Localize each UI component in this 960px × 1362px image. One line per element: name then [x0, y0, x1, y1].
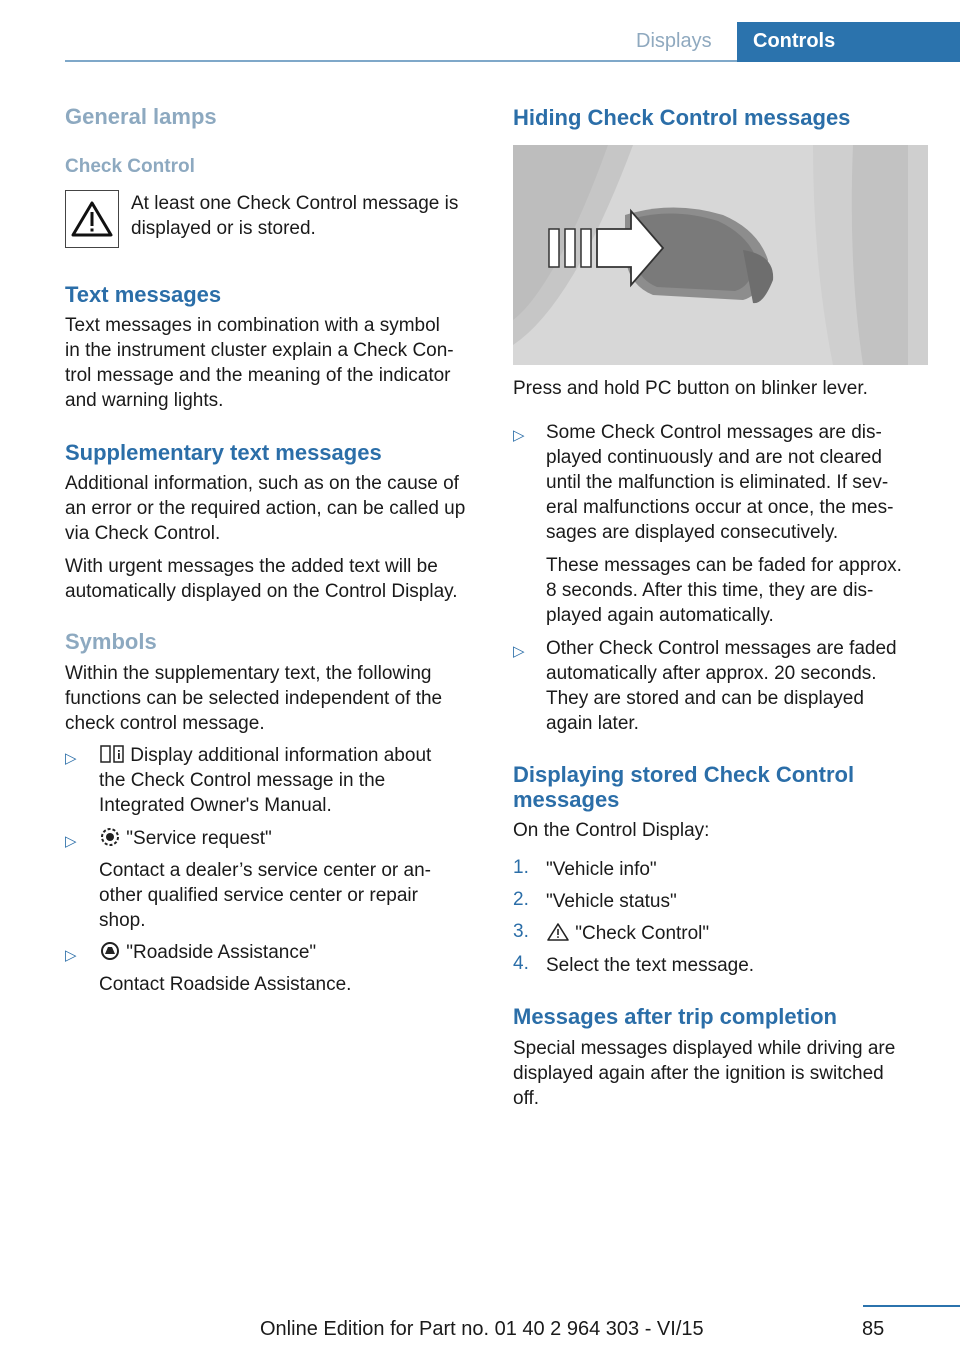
hiding-heading: Hiding Check Control messages: [513, 105, 851, 130]
list-item: [99, 826, 272, 851]
step-number: 1.: [513, 857, 529, 878]
text-line: Additional information, such as on the cause of: [65, 473, 459, 494]
text-line: Text messages in combination with a symbol: [65, 315, 440, 336]
text-line: These messages can be faded for approx.: [546, 555, 902, 576]
press-hold-text: Press and hold PC button on blinker lever.: [513, 378, 868, 399]
text-line: automatically after approx. 20 seconds.: [546, 663, 877, 684]
text-line: With urgent messages the added text will be: [65, 556, 438, 577]
roadside-assistance-description: [99, 972, 351, 997]
service-request-description: [99, 858, 431, 933]
step-number: 3.: [513, 921, 529, 942]
bmw-service-icon: [99, 827, 121, 847]
list-item-continued: [546, 553, 902, 628]
supplementary-paragraph-2: [65, 554, 458, 604]
blinker-lever-button-image: [513, 145, 928, 365]
warning-triangle-icon: [66, 191, 118, 247]
step-text: [546, 921, 709, 946]
bullet-triangle: ▷: [513, 427, 525, 444]
list-item: [99, 940, 316, 965]
text-line: sages are displayed consecutively.: [546, 522, 839, 543]
step-number: 2.: [513, 889, 529, 910]
stored-intro: On the Control Display:: [513, 820, 710, 841]
bullet-triangle: ▷: [65, 750, 77, 767]
step-text: "Vehicle info": [546, 859, 657, 880]
list-item: [99, 743, 431, 818]
stored-messages-heading: [513, 762, 854, 812]
bullet-triangle: ▷: [65, 947, 77, 964]
text-line: At least one Check Control message is: [131, 193, 459, 214]
symbols-heading: Symbols: [65, 629, 157, 654]
bullet-triangle: ▷: [513, 643, 525, 660]
text-line: Within the supplementary text, the following: [65, 663, 432, 684]
text-line: Contact a dealer’s service center or an-: [99, 860, 431, 881]
list-item: [546, 420, 893, 545]
text-messages-paragraph: [65, 313, 454, 413]
text-line: the Check Control message in the: [99, 770, 386, 791]
check-control-heading: Check Control: [65, 156, 195, 177]
text-line: eral malfunctions occur at once, the mes-: [546, 497, 894, 518]
warning-triangle-icon: [546, 922, 570, 942]
text-line: and warning lights.: [65, 390, 224, 411]
roadside-assistance-label: "Roadside Assistance": [121, 942, 317, 963]
text-line: played again automatically.: [546, 605, 774, 626]
text-line: functions can be selected independent of the: [65, 688, 443, 709]
footer-rule: [863, 1305, 960, 1307]
general-lamps-heading: General lamps: [65, 104, 217, 129]
heading-line: Displaying stored Check Control: [513, 762, 855, 787]
manual-item-label: Display additional information about: [125, 745, 432, 766]
bullet-triangle: ▷: [65, 833, 77, 850]
page-number: 85: [862, 1318, 885, 1340]
warning-symbol-box: [65, 190, 119, 248]
text-line: until the malfunction is eliminated. If sev-: [546, 472, 889, 493]
text-line: again later.: [546, 713, 639, 734]
text-line: Contact Roadside Assistance.: [99, 974, 352, 995]
text-line: 8 seconds. After this time, they are dis-: [546, 580, 874, 601]
list-item: [546, 636, 897, 736]
text-line: automatically displayed on the Control Display.: [65, 581, 458, 602]
text-line: in the instrument cluster explain a Check Con-: [65, 340, 454, 361]
tab-controls[interactable]: Controls: [753, 30, 836, 52]
text-line: via Check Control.: [65, 523, 221, 544]
text-line: displayed or is stored.: [131, 218, 316, 239]
step-number: 4.: [513, 953, 529, 974]
text-line: Special messages displayed while driving are: [513, 1038, 896, 1059]
text-line: check control message.: [65, 713, 265, 734]
text-line: shop.: [99, 910, 146, 931]
text-line: Some Check Control messages are dis-: [546, 422, 882, 443]
text-line: displayed again after the ignition is switched: [513, 1063, 884, 1084]
roadside-assistance-icon: [99, 941, 121, 961]
text-messages-heading: Text messages: [65, 282, 222, 307]
text-line: trol message and the meaning of the indicator: [65, 365, 451, 386]
heading-line: messages: [513, 787, 620, 812]
check-control-step-label: "Check Control": [570, 923, 710, 944]
manual-book-icon: [99, 744, 125, 764]
supplementary-heading: Supplementary text messages: [65, 440, 382, 465]
text-line: They are stored and can be displayed: [546, 688, 864, 709]
text-line: played continuously and are not cleared: [546, 447, 882, 468]
text-line: Integrated Owner's Manual.: [99, 795, 332, 816]
supplementary-paragraph: [65, 471, 465, 546]
edition-note: Online Edition for Part no. 01 40 2 964 303 - VI/15: [260, 1318, 704, 1340]
text-line: off.: [513, 1088, 540, 1109]
step-text: Select the text message.: [546, 955, 755, 976]
symbols-paragraph: [65, 661, 442, 736]
text-line: an error or the required action, can be called up: [65, 498, 466, 519]
service-request-label: "Service request": [121, 828, 272, 849]
text-line: Other Check Control messages are faded: [546, 638, 897, 659]
after-trip-paragraph: [513, 1036, 895, 1111]
check-control-description: [131, 191, 458, 241]
after-trip-heading: Messages after trip completion: [513, 1004, 837, 1029]
text-line: other qualified service center or repair: [99, 885, 418, 906]
step-text: "Vehicle status": [546, 891, 677, 912]
tab-displays[interactable]: Displays: [636, 30, 712, 52]
blinker-lever-figure: [513, 145, 928, 365]
